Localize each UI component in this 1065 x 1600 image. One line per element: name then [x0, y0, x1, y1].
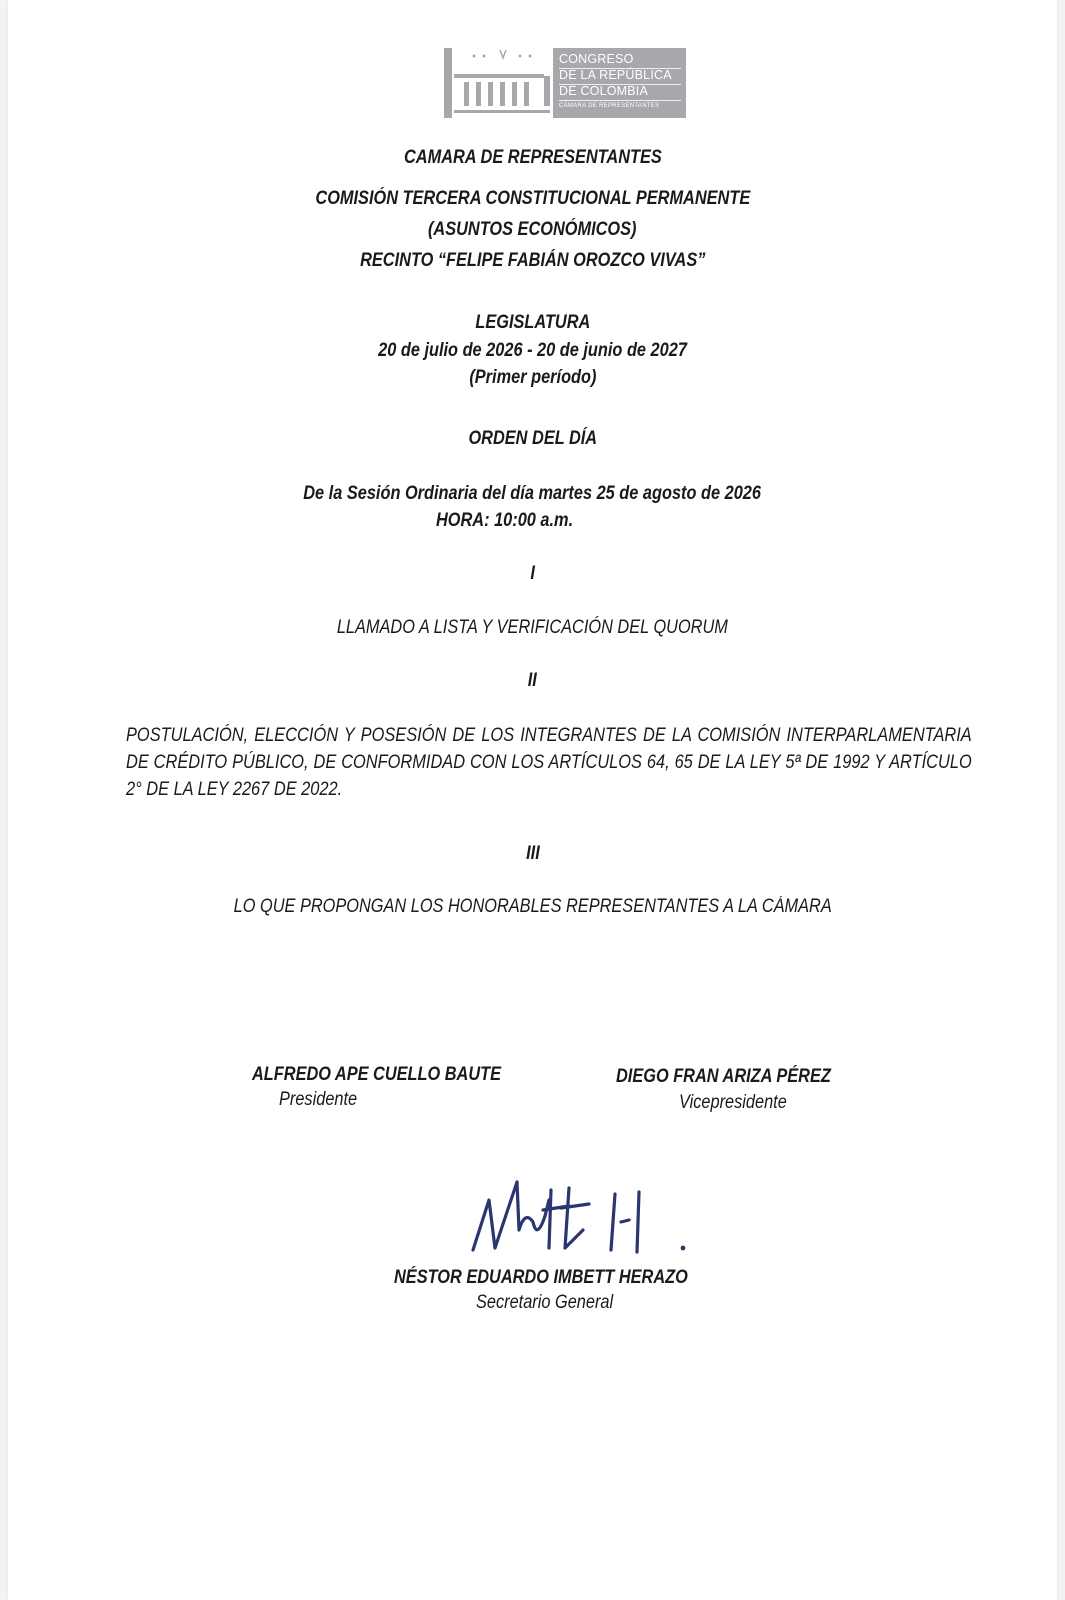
chamber-title: CAMARA DE REPRESENTANTES	[403, 147, 662, 168]
logo-text-block	[553, 48, 686, 118]
president-role: Presidente	[279, 1089, 358, 1110]
commission-title: COMISIÓN TERCERA CONSTITUCIONAL PERMANENTE	[315, 188, 750, 209]
agenda-numeral: III	[525, 843, 540, 864]
legislature-label: LEGISLATURA	[474, 312, 590, 333]
capitol-columns-icon	[444, 48, 554, 118]
session-time: HORA: 10:00 a.m.	[436, 510, 574, 531]
congress-logo	[444, 48, 686, 118]
logo-line-3: DE COLOMBIA	[559, 84, 649, 98]
agenda-title: ORDEN DEL DÍA	[468, 428, 597, 449]
secretary-name: NÉSTOR EDUARDO IMBETT HERAZO	[394, 1267, 688, 1288]
commission-subject: (ASUNTOS ECONÓMICOS)	[428, 219, 637, 240]
handwritten-signature	[465, 1170, 705, 1260]
logo-line-4: CÁMARA DE REPRESENTANTES	[559, 103, 660, 109]
agenda-numeral: II	[527, 670, 538, 691]
agenda-numeral: I	[530, 563, 535, 584]
president-name: ALFREDO APE CUELLO BAUTE	[252, 1064, 502, 1085]
legislature-dates: 20 de julio de 2026 - 20 de junio de 2027	[378, 340, 687, 361]
logo-divider	[559, 100, 681, 101]
logo-line-2: DE LA REPÚBLICA	[559, 68, 672, 82]
agenda-item-text: LO QUE PROPONGAN LOS HONORABLES REPRESENTANTES A LA CÁMARA	[233, 896, 832, 917]
agenda-item-text: POSTULACIÓN, ELECCIÓN Y POSESIÓN DE LOS INTEGRANTES DE LA COMISIÓN INTERPARLAMENTARIA DE CRÉDITO PÚBLICO, DE CONFORMIDAD CON LOS ARTÍCULOS 64, 65 DE LA LEY 5ª DE 1992 Y ARTÍCULO 2° DE LA LEY 2267 DE 2022.	[126, 725, 972, 800]
secretary-role: Secretario General	[476, 1292, 614, 1313]
agenda-item-text: LLAMADO A LISTA Y VERIFICACIÓN DEL QUORUM	[336, 617, 729, 638]
vice-president-name: DIEGO FRAN ARIZA PÉREZ	[616, 1066, 831, 1087]
session-line: De la Sesión Ordinaria del día martes 25 de agosto de 2026	[303, 483, 762, 504]
venue-name: RECINTO “FELIPE FABIÁN OROZCO VIVAS”	[359, 250, 706, 271]
vice-president-role: Vicepresidente	[679, 1092, 787, 1113]
legislature-period: (Primer período)	[468, 367, 597, 388]
logo-line-1: CONGRESO	[559, 52, 634, 66]
